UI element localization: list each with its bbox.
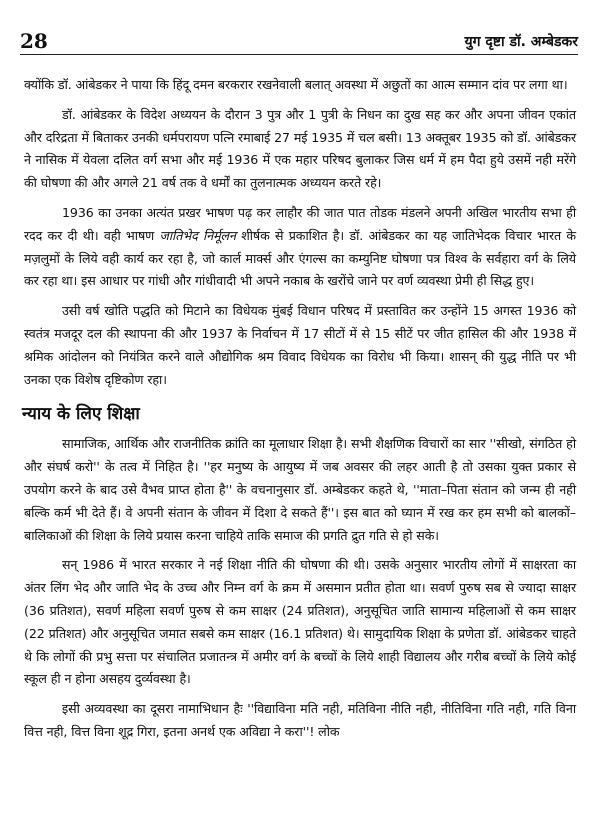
section-heading: न्याय के लिए शिक्षा [22,404,140,425]
paragraph-text: 1936 का उनका अत्यंत प्रखर भाषण पढ़ कर लाहौर की जात पात तोडक मंडलने अपनी अखिल भारतीय सभा ही रदद कर दी थी। वही भाषण [24,204,576,243]
page-header [20,26,578,52]
running-title: युग दृष्टा डॉ. अम्बेडकर [464,34,578,50]
book-title: जातिभेद निर्मूलन [159,227,236,243]
paragraph-text: शीर्षक से प्रकाशित है। डॉ. आंबेडकर का यह जातिभेदक विचार भारत के मज़लुमों के लिये वही कार्य कर रहा है, जो कार्ल मार्क्स और एंगल्स का कम्युनिष्ट घोषणा पत्र विश्व के सर्वहारा वर्ग के लिये कर रहा था। इस आधार पर गांधी और गांधीवादी भी अपने नकाब के खरोंचे जाने पर वर्ण व्यवस्था प्रेमी ही सिद्ध हुए। [24,227,576,289]
paragraph: उसी वर्ष खोति पद्धति को मिटाने का विधेयक मुंबई विधान परिषद में प्रस्तावित कर उन्होंने 15 अगस्त 1936 को स्वतंत्र मजदूर दल की स्थापना की और 1937 के निर्वाचन में 17 सीटों में से 15 सीटें पर जीत हासिल की और 1938 में श्रमिक आंदोलन को नियंत्रित करने वाले औद्योगिक श्रम विवाद विधेयक का विरोध भी किया। शासन् की युद्ध नीति पर भी उनका एक विशेष दृष्टिकोण रहा। [24,303,576,387]
paragraph: क्योंकि डॉ. आंबेडकर ने पाया कि हिंदू दमन बरकरार रखनेवाली बलात् अवस्था में अछुतों का आत्म सम्मान दांव पर लगा था। [24,77,568,92]
page-number: 28 [20,29,48,53]
paragraph: डॉ. आंबेडकर के विदेश अध्ययन के दौरान 3 पुत्र और 1 पुत्री के निधन का दुख सह कर और अपना जीवन एकांत और दरिद्रता में बिताकर उनकी धर्मपरायण पत्नि रमाबाई 27 मई 1935 में चल बसी। 13 अक्तूबर 1935 को डॉ. आंबेडकर ने नासिक में येवला दलित वर्ग सभा और मई 1936 में एक महार परिषद बुलाकर जिस धर्म में हम पैदा हुये उसमें नही मरेंगे की घोषणा की और अगले 21 वर्ष तक वे धर्मों का तुलनात्मक अध्ययन करते रहे। [24,106,576,191]
paragraph: इसी अव्यवस्था का दूसरा नामाभिधान हैः ''विद्याविना मति नही, मतिविना नीति नही, नीतिविना गति नही, गति विना वित्त नही, वित्त विना शूद्र गिरा, इतना अनर्थ एक अविद्या ने करा''! लोक [24,701,576,739]
body-text [24,74,576,751]
paragraph: सामाजिक, आर्थिक और राजनीतिक क्रांति का मूलाधार शिक्षा है। सभी शैक्षणिक विचारों का सार ''सीखो, संगठित हो और संघर्ष करो'' के तत्व में निहित है। ''हर मनुष्य के आयुष्य में जब अवसर की लहर आती है तो उसका युक्त प्रकार से उपयोग करने के बाद उसे वैभव प्राप्त होता है'' के वचनानुसार डॉ. अम्बेडकर कहते थे, ''माता–पिता संतान को जन्म ही नही बल्कि कर्म भी देते हैं। वे अपनी संतान के जीवन में दिशा दे सकते हैं''। इस बात को घ्यान में रख कर हम सभी को बालकों–बालिकाओं की शिक्षा के लिये प्रयास करना चाहिये ताकि समाज की प्रगति द्रुत गति से हो सके। [24,436,576,543]
header-divider [20,54,578,55]
paragraph [24,202,576,293]
paragraph: सन् 1986 में भारत सरकार ने नई शिक्षा नीति की घोषणा की थी। उसके अनुसार भारतीय लोगों में साक्षरता का अंतर लिंग भेद और जाति भेद के उच्च और निम्न वर्ग के क्रम में असमान प्रतीत होता था। सवर्ण पुरुष सब से ज्यादा साक्षर (36 प्रतिशत), सवर्ण महिला सवर्ण पुरुष से कम साक्षर (24 प्रतिशत), अनुसूचित जाति सामान्य महिलाओं से कम साक्षर (22 प्रतिशत) और अनुसूचित जमात सबसे कम साक्षर (16.1 प्रतिशत) थे। सामुदायिक शिक्षा के प्रणेता डॉ. आंबेडकर चाहते थे कि लोगों की प्रभु सत्ता पर संचालित प्रजातन्त्र में अमीर वर्ग के बच्चों के लिये शाही विद्यालय और गरीब बच्चों के लिये कोई स्कूल ही न होना असहय दुर्व्यवस्था है। [24,557,576,687]
